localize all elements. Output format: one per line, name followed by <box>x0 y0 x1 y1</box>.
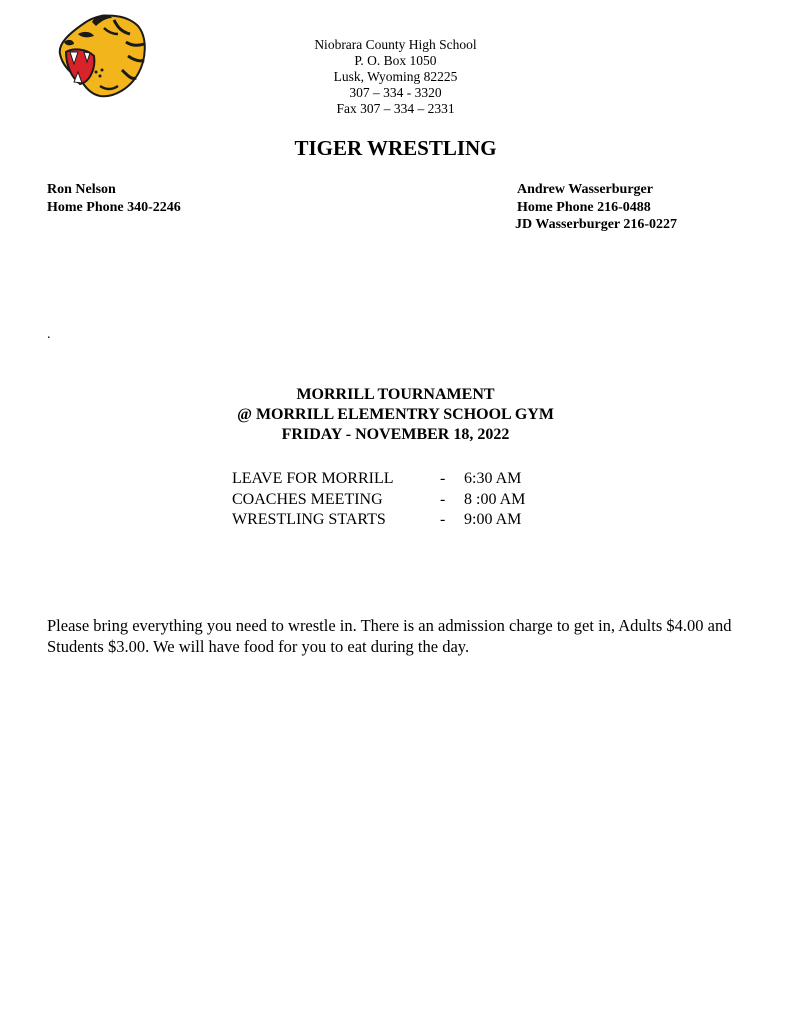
schedule-dash: - <box>440 490 446 508</box>
coach-name: Andrew Wasserburger <box>517 182 653 197</box>
school-letterhead <box>0 37 791 117</box>
city-state: Lusk, Wyoming 82225 <box>333 69 458 84</box>
event-date: FRIDAY - NOVEMBER 18, 2022 <box>281 426 510 443</box>
page-title: TIGER WRESTLING <box>294 136 497 160</box>
school-name: Niobrara County High School <box>314 37 477 52</box>
po-box: P. O. Box 1050 <box>354 53 437 68</box>
schedule-row <box>232 510 525 531</box>
event-name: MORRILL TOURNAMENT <box>296 386 495 403</box>
schedule-row <box>232 490 525 511</box>
schedule-dash: - <box>440 511 446 528</box>
schedule-time: 9:00 AM <box>464 511 522 528</box>
schedule-time: 6:30 AM <box>464 470 522 487</box>
schedule-label: LEAVE FOR MORRILL <box>232 470 394 487</box>
event-location: @ MORRILL ELEMENTRY SCHOOL GYM <box>237 406 554 423</box>
coach-phone: Home Phone 340-2246 <box>47 199 181 215</box>
coach-phone: Home Phone 216-0488 <box>517 199 651 215</box>
schedule-dash: - <box>440 470 446 487</box>
coach-contact-right <box>517 181 677 234</box>
school-fax: Fax 307 – 334 – 2331 <box>336 101 455 116</box>
coach-contact-left <box>47 181 181 216</box>
schedule-row <box>232 469 525 490</box>
school-phone: 307 – 334 - 3320 <box>349 85 442 100</box>
coach-extra-phone: JD Wasserburger 216-0227 <box>515 217 678 232</box>
stray-period: . <box>47 327 51 342</box>
event-heading <box>0 385 791 445</box>
coach-name: Ron Nelson <box>47 182 116 197</box>
schedule-label: COACHES MEETING <box>232 490 383 508</box>
schedule-list <box>232 469 525 531</box>
schedule-time: 8 :00 AM <box>464 490 526 508</box>
schedule-label: WRESTLING STARTS <box>232 511 386 528</box>
admission-note: Please bring everything you need to wrestle in. There is an admission charge to get in, Adults $4.00 and Students $3.00. We will have food for you to eat during the day. <box>47 616 732 656</box>
